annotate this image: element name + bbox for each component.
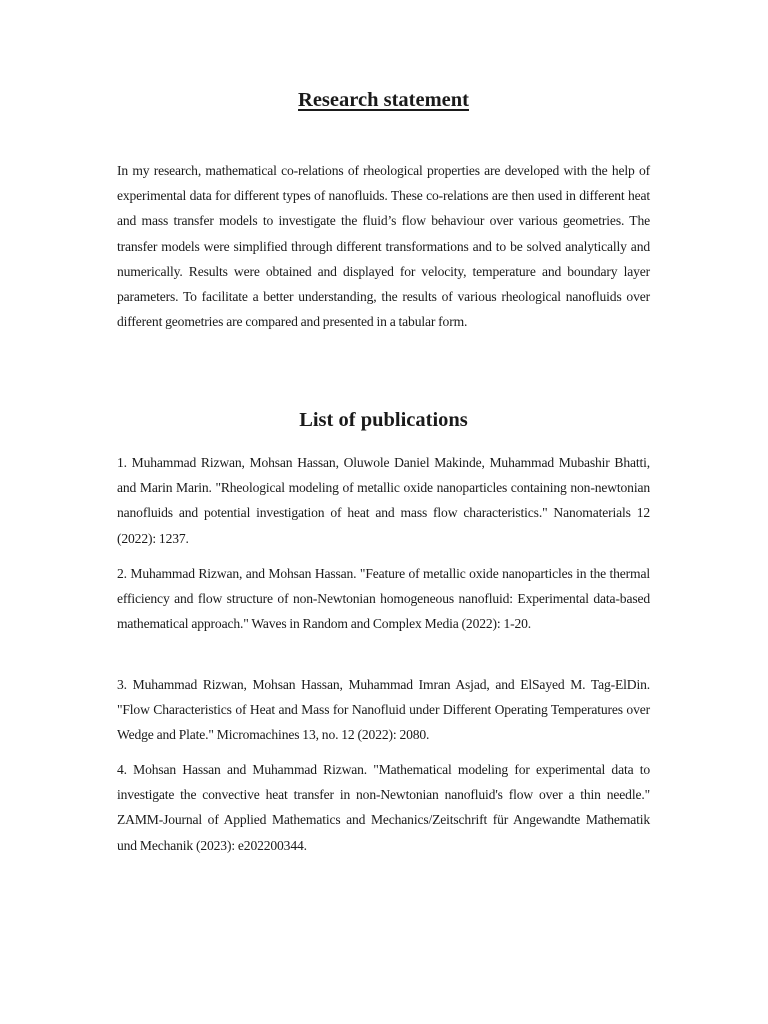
research-statement-paragraph: In my research, mathematical co-relations of rheological properties are developed with the help of experimental data for different types of nanofluids. These co-relations are then used in different heat and mass transfer models to investigate the fluid’s flow behaviour over various geometries. The transfer models were simplified through different transformations and to be solved analytically and numerically. Results were obtained and displayed for velocity, temperature and boundary layer parameters. To facilitate a better understanding, the results of various rheological nanofluids over different geometries are compared and presented in a tabular form. — [117, 163, 650, 330]
research-statement-heading-text: Research statement — [298, 89, 469, 111]
publication-item: 3. Muhammad Rizwan, Mohsan Hassan, Muhammad Imran Asjad, and ElSayed M. Tag-ElDin. "Flow Characteristics of Heat and Mass for Nanofluid under Different Operating Temperatures over Wedge and Plate." Micromachines 13, no. 12 (2022): 2080. — [117, 677, 650, 743]
publication-item: 2. Muhammad Rizwan, and Mohsan Hassan. "Feature of metallic oxide nanoparticles in the thermal efficiency and flow structure of non-Newtonian homogeneous nanofluid: Experimental data-based mathematical approach." Waves in Random and Complex Media (2022): 1-20. — [117, 566, 650, 632]
publications-heading-text: List of publications — [299, 409, 468, 431]
research-statement-heading — [117, 88, 650, 112]
publication-item: 1. Muhammad Rizwan, Mohsan Hassan, Oluwole Daniel Makinde, Muhammad Mubashir Bhatti, and Marin Marin. "Rheological modeling of metallic oxide nanoparticles containing non-newtonian nanofluids and potential investigation of heat and mass flow characteristics." Nanomaterials 12 (2022): 1237. — [117, 455, 650, 546]
publication-item: 4. Mohsan Hassan and Muhammad Rizwan. "Mathematical modeling for experimental data to investigate the convective heat transfer in non-Newtonian nanofluid's flow over a thin needle." ZAMM-Journal of Applied Mathematics and Mechanics/Zeitschrift für Angewandte Mathematik und Mechanik (2023): e202200344. — [117, 762, 650, 853]
publications-heading — [117, 408, 650, 432]
